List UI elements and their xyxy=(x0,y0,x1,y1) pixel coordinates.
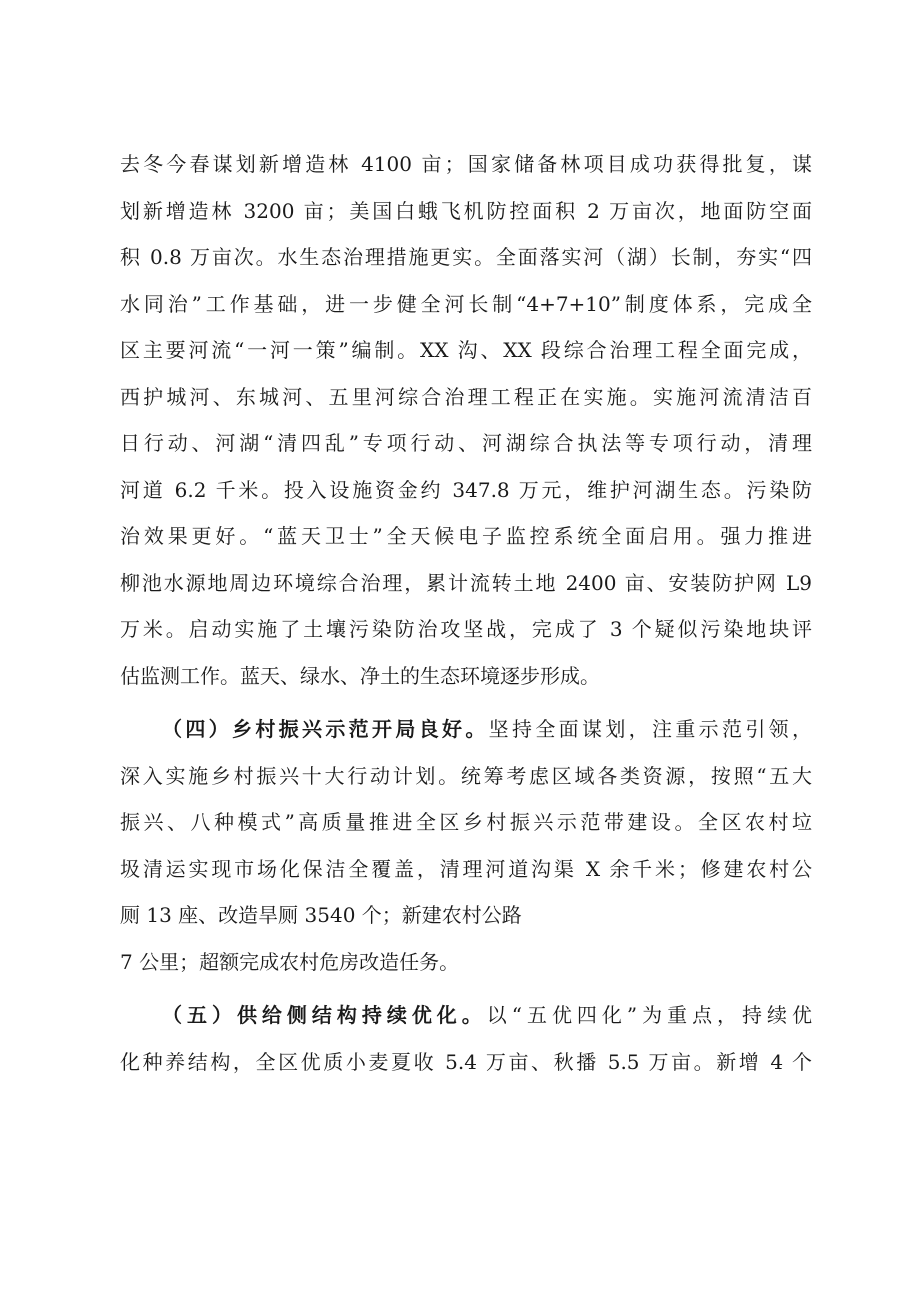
text-line: 去冬今春谋划新增造林 4100 亩；国家储备林项目成功获得批复，谋 xyxy=(120,152,812,176)
text-line: 厕 13 座、改造旱厕 3540 个；新建农村公路 xyxy=(120,903,522,927)
text-line-first xyxy=(120,713,812,760)
text-segment: 以“五优四化”为重点，持续优 xyxy=(486,1003,813,1027)
text-line-first xyxy=(120,999,812,1046)
text-line: 西护城河、东城河、五里河综合治理工程正在实施。实施河流清洁百 xyxy=(120,384,812,409)
text-line: 化种养结构，全区优质小麦夏收 5.4 万亩、秋播 5.5 万亩。新增 4 个 xyxy=(120,1049,812,1074)
document-body xyxy=(120,148,812,1092)
text-line: 划新增造林 3200 亩；美国白蛾飞机防控面积 2 万亩次，地面防空面 xyxy=(120,198,812,223)
text-line: 圾清运实现市场化保洁全覆盖，清理河道沟渠 X 余千米；修建农村公 xyxy=(120,856,812,881)
section-heading: （四）乡村振兴示范开局良好。 xyxy=(162,717,489,741)
paragraph-supply-side xyxy=(120,999,812,1092)
text-line: 水同治”工作基础，进一步健全河长制“4+7+10”制度体系，完成全 xyxy=(120,291,812,316)
text-line: 深入实施乡村振兴十大行动计划。统筹考虑区域各类资源，按照“五大 xyxy=(120,763,812,788)
section-heading: （五）供给侧结构持续优化。 xyxy=(162,1003,487,1027)
paragraph-rural-revitalization xyxy=(120,713,812,992)
text-line: 振兴、八种模式”高质量推进全区乡村振兴示范带建设。全区农村垃 xyxy=(120,810,812,834)
paragraph-ecology xyxy=(120,148,812,706)
text-line: 柳池水源地周边环境综合治理，累计流转土地 2400 亩、安装防护网 L9 xyxy=(120,570,812,595)
text-line: 估监测工作。蓝天、绿水、净土的生态环境逐步形成。 xyxy=(120,663,600,688)
text-line: 治效果更好。“蓝天卫士”全天候电子监控系统全面启用。强力推进 xyxy=(120,524,812,548)
text-line: 日行动、河湖“清四乱”专项行动、河湖综合执法等专项行动，清理 xyxy=(120,431,812,455)
text-line: 河道 6.2 千米。投入设施资金约 347.8 万元，维护河湖生态。污染防 xyxy=(120,477,812,502)
text-line: 积 0.8 万亩次。水生态治理措施更实。全面落实河（湖）长制，夯实“四 xyxy=(120,245,812,269)
text-line: 区主要河流“一河一策”编制。XX 沟、XX 段综合治理工程全面完成， xyxy=(120,338,812,362)
text-segment: 坚持全面谋划，注重示范引领， xyxy=(488,717,813,741)
text-line: 7 公里；超额完成农村危房改造任务。 xyxy=(120,949,460,974)
text-line: 万米。启动实施了土壤污染防治攻坚战，完成了 3 个疑似污染地块评 xyxy=(120,617,812,641)
